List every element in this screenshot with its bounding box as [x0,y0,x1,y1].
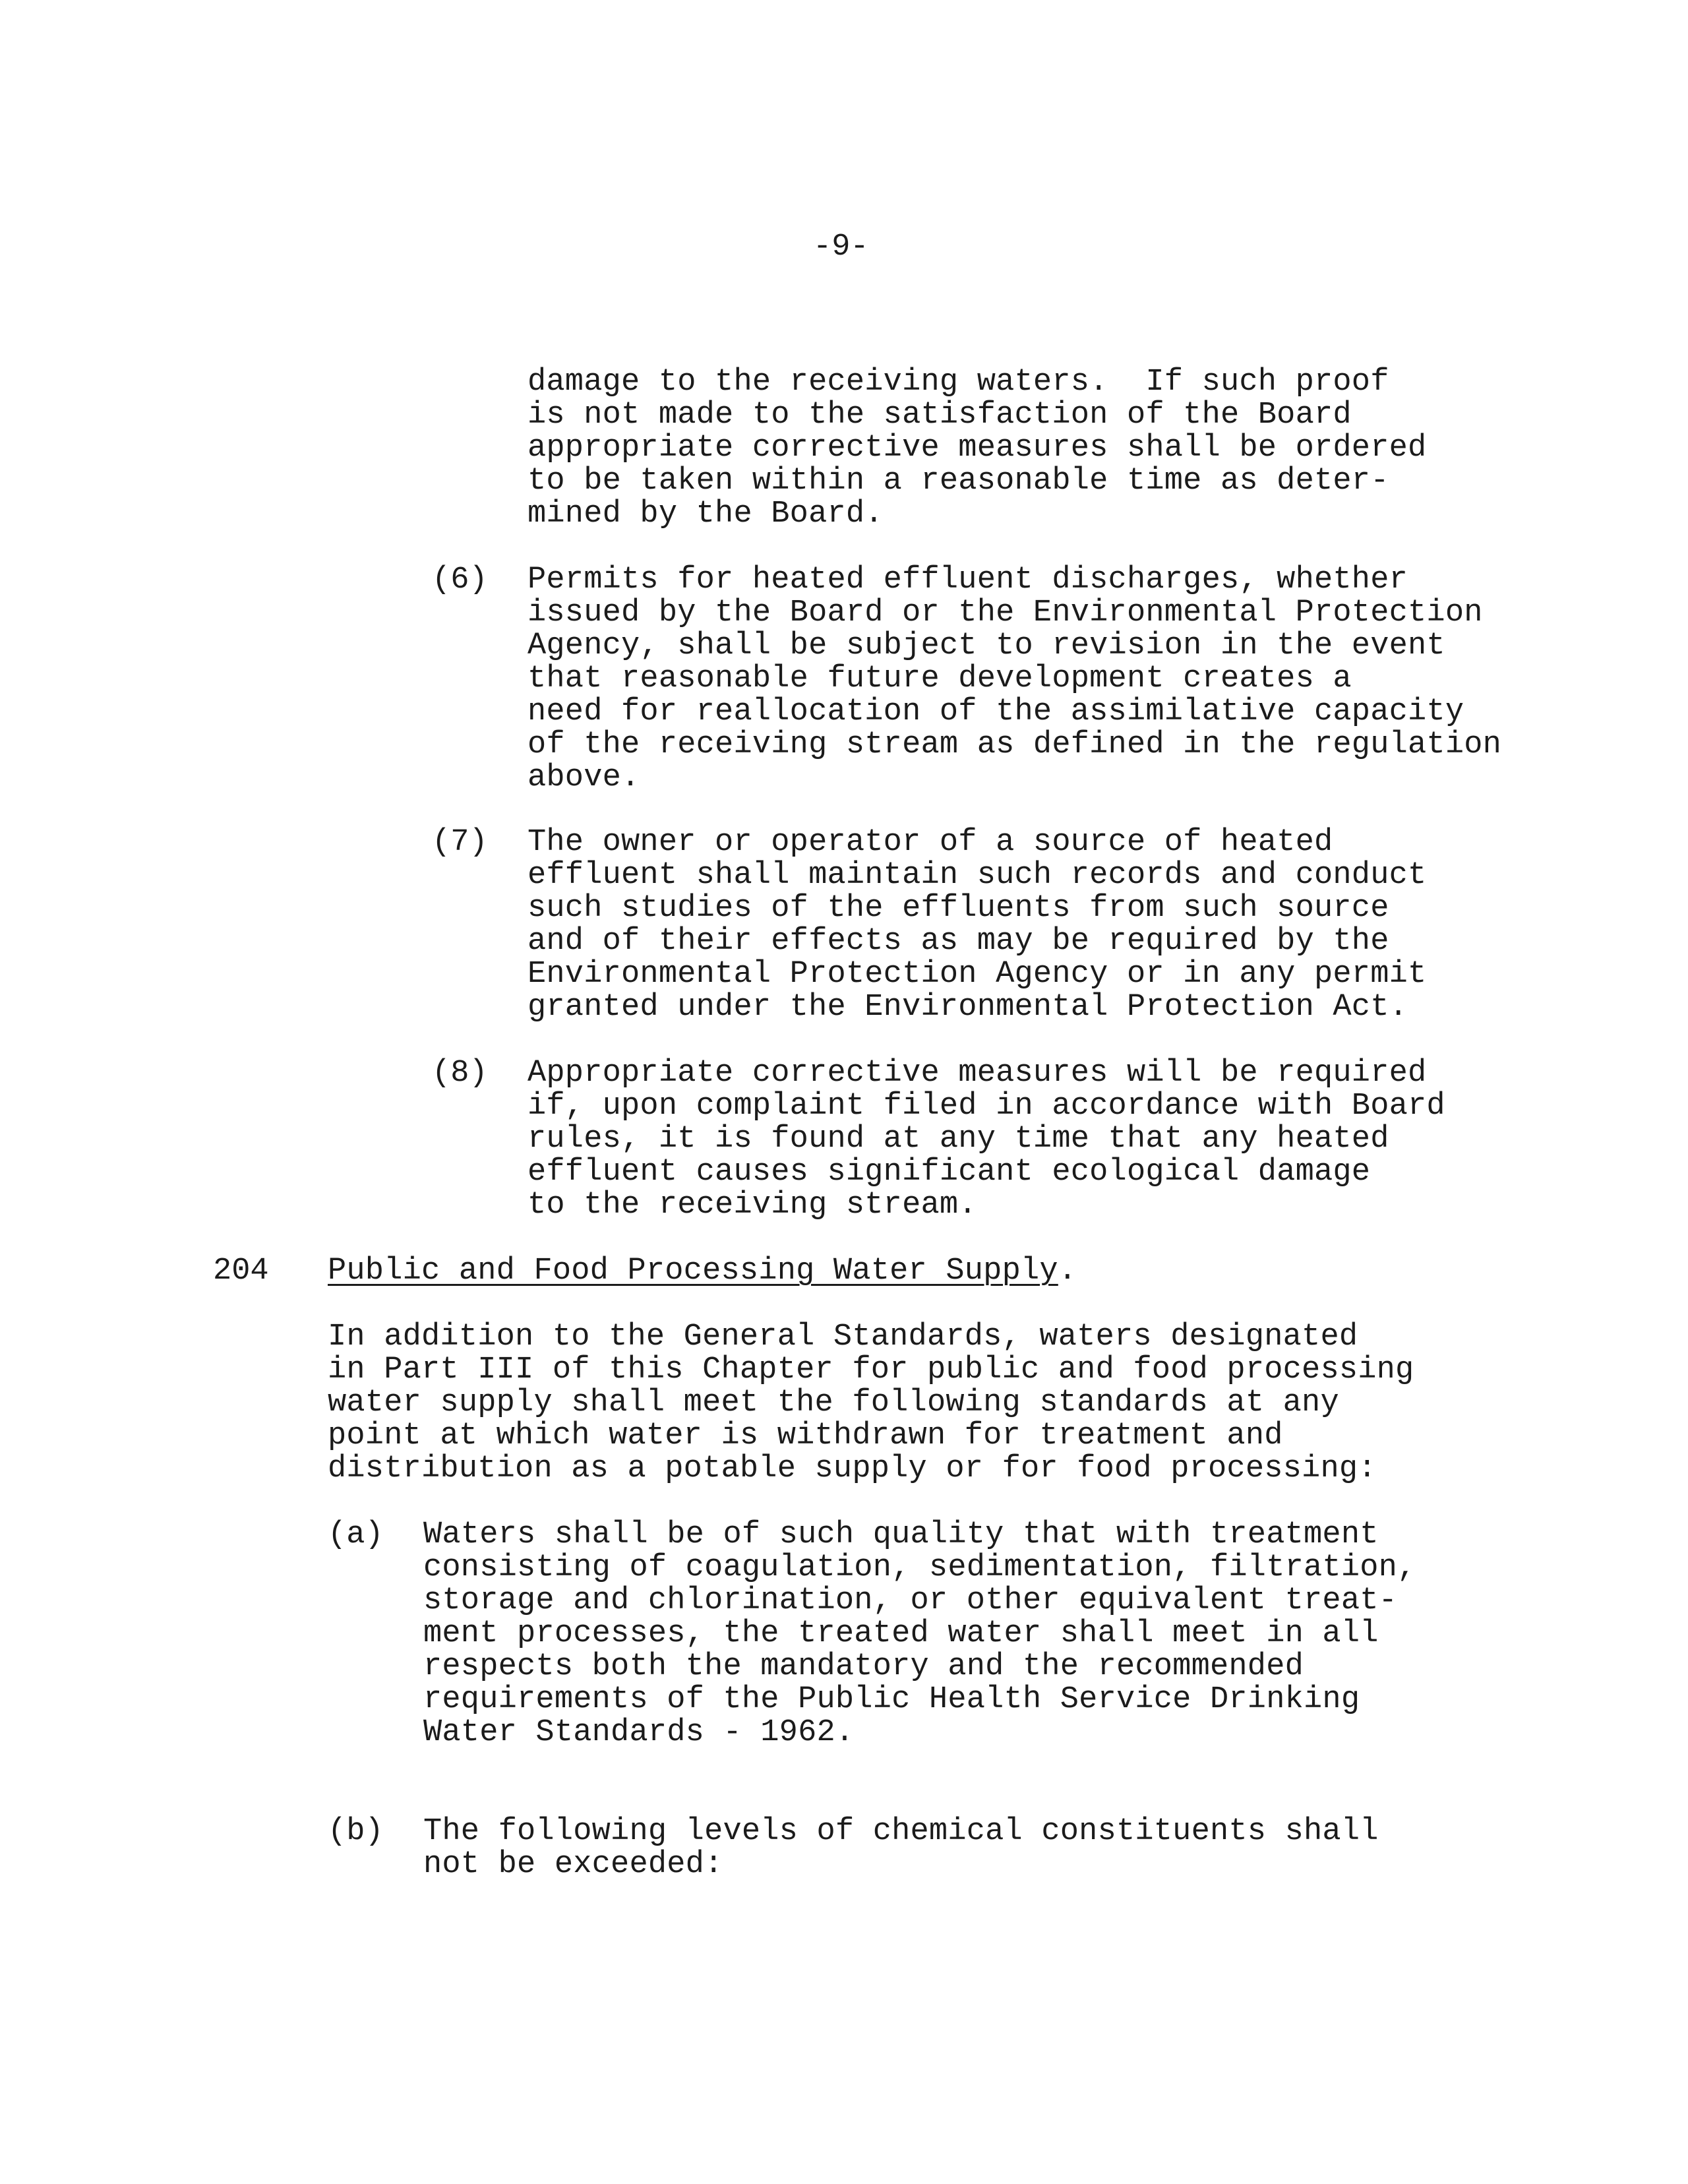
subitem-b-marker: (b) [328,1814,384,1849]
subitem-a-text [423,1519,1416,1749]
continuation-paragraph [528,366,1426,531]
subitem-a-marker: (a) [328,1517,384,1552]
text-line: Agency, shall be subject to revision in the event [528,628,1445,663]
text-line: damage to the receiving waters. If such proof [528,365,1389,400]
subitem-b-text [423,1815,1379,1881]
page-number: -9- [813,229,869,264]
text-line: in Part III of this Chapter for public and food processing [328,1352,1414,1387]
item-8-text [528,1057,1445,1222]
text-line: point at which water is withdrawn for treatment and [328,1418,1283,1453]
text-line: consisting of coagulation, sedimentation, filtration, [423,1550,1416,1585]
text-line: ment processes, the treated water shall meet in all [423,1616,1379,1651]
text-line: distribution as a potable supply or for food processing: [328,1451,1377,1486]
item-6-marker: (6) [432,562,488,597]
text-line: water supply shall meet the following standards at any [328,1385,1339,1420]
text-line: and of their effects as may be required by the [528,924,1389,959]
item-6-text [528,564,1501,795]
section-title-period: . [1058,1254,1077,1289]
text-line: need for reallocation of the assimilative capacity [528,694,1464,729]
text-line: effluent causes significant ecological damage [528,1155,1371,1190]
section-title: Public and Food Processing Water Supply [328,1254,1058,1289]
text-line: that reasonable future development creates a [528,661,1352,696]
text-line: In addition to the General Standards, waters designated [328,1320,1358,1354]
text-line: mined by the Board. [528,497,884,531]
text-line: effluent shall maintain such records and conduct [528,858,1427,893]
text-line: such studies of the effluents from such source [528,891,1389,926]
item-7-text [528,826,1426,1024]
text-line: above. [528,760,640,795]
text-line: respects both the mandatory and the recommended [423,1649,1304,1684]
text-line: if, upon complaint filed in accordance with Board [528,1089,1445,1124]
item-7-marker: (7) [432,825,488,860]
text-line: to the receiving stream. [528,1188,977,1223]
text-line: rules, it is found at any time that any heated [528,1122,1389,1157]
text-line: granted under the Environmental Protection Act. [528,990,1408,1025]
text-line: not be exceeded: [423,1847,723,1882]
text-line: The following levels of chemical constituents shall [423,1814,1379,1849]
text-line: to be taken within a reasonable time as deter- [528,464,1389,499]
section-number: 204 [213,1254,269,1289]
text-line: Permits for heated effluent discharges, whether [528,562,1408,597]
text-line: issued by the Board or the Environmental Protection [528,595,1483,630]
text-line: of the receiving stream as defined in the regulation [528,727,1502,762]
text-line: requirements of the Public Health Service Drinking [423,1682,1360,1717]
text-line: Waters shall be of such quality that with treatment [423,1517,1379,1552]
section-intro [328,1321,1414,1486]
text-line: Appropriate corrective measures will be required [528,1056,1427,1091]
section-heading [328,1255,1077,1288]
item-8-marker: (8) [432,1056,488,1091]
text-line: storage and chlorination, or other equivalent treat- [423,1583,1398,1618]
text-line: Environmental Protection Agency or in any permit [528,957,1427,992]
text-line: The owner or operator of a source of heated [528,825,1333,860]
text-line: appropriate corrective measures shall be ordered [528,431,1427,466]
text-line: Water Standards - 1962. [423,1715,855,1750]
text-line: is not made to the satisfaction of the Board [528,398,1352,433]
